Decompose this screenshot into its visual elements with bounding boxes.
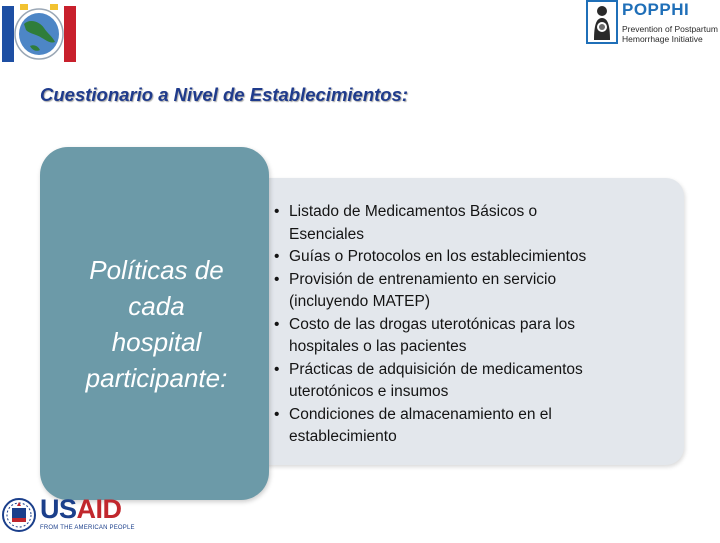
bullet-line: (incluyendo MATEP): [289, 293, 430, 310]
panel-line: cada: [128, 290, 185, 321]
usaid-tagline: FROM THE AMERICAN PEOPLE: [40, 525, 135, 531]
bullet-line: Costo de las drogas uterotónicas para los: [289, 315, 576, 333]
usaid-logo: [0, 492, 135, 540]
usaid-seal-icon: [2, 492, 36, 538]
usaid-wordmark: [40, 494, 122, 524]
bullet-line: Guías o Protocolos en los establecimientos: [289, 248, 587, 265]
list-item: [272, 359, 672, 404]
bullet-line: Prácticas de adquisición de medicamentos: [289, 360, 583, 378]
bullet-icon: •: [274, 270, 280, 288]
bullet-line: establecimiento: [289, 428, 397, 445]
panel-line: hospital: [111, 326, 202, 357]
bullet-icon: •: [274, 405, 280, 423]
mother-child-icon: [586, 0, 618, 44]
list-item: [272, 404, 672, 449]
list-item: [272, 269, 672, 314]
list-item: [272, 201, 672, 246]
bullet-line: Esenciales: [289, 225, 364, 243]
poppi-logo: [584, 0, 720, 46]
bullet-icon: •: [274, 360, 280, 378]
poppi-subtitle-line-1: Prevention of Postpartum: [622, 24, 718, 34]
usaid-us: US: [40, 494, 77, 524]
bullet-line: hospitales o las pacientes: [289, 338, 467, 355]
bullet-line: Listado de Medicamentos Básicos o: [289, 203, 538, 220]
bullet-line: uterotónicos e insumos: [289, 383, 449, 400]
list-item: [272, 314, 672, 359]
bullet-line: Provisión de entrenamiento en servicio: [289, 270, 557, 288]
bullet-icon: •: [274, 248, 280, 265]
usaid-aid: AID: [76, 494, 122, 524]
poppi-subtitle-line-2: Hemorrhage Initiative: [622, 34, 703, 44]
bullet-line: Condiciones de almacenamiento en el: [289, 405, 552, 423]
policy-panel: [40, 147, 269, 500]
poppi-name: POPPHI: [622, 0, 690, 19]
panel-line: participante:: [85, 362, 228, 393]
slide-title: Cuestionario a Nivel de Establecimientos:: [40, 84, 409, 105]
panel-line: Políticas de: [89, 254, 224, 285]
list-item: [272, 246, 672, 269]
bullet-icon: •: [274, 315, 280, 333]
bullet-list: [272, 201, 672, 449]
poppi-subtitle: [622, 24, 718, 44]
central-america-map-logo: [0, 0, 78, 68]
bullet-icon: •: [274, 203, 280, 220]
policy-panel-text: [52, 252, 262, 396]
